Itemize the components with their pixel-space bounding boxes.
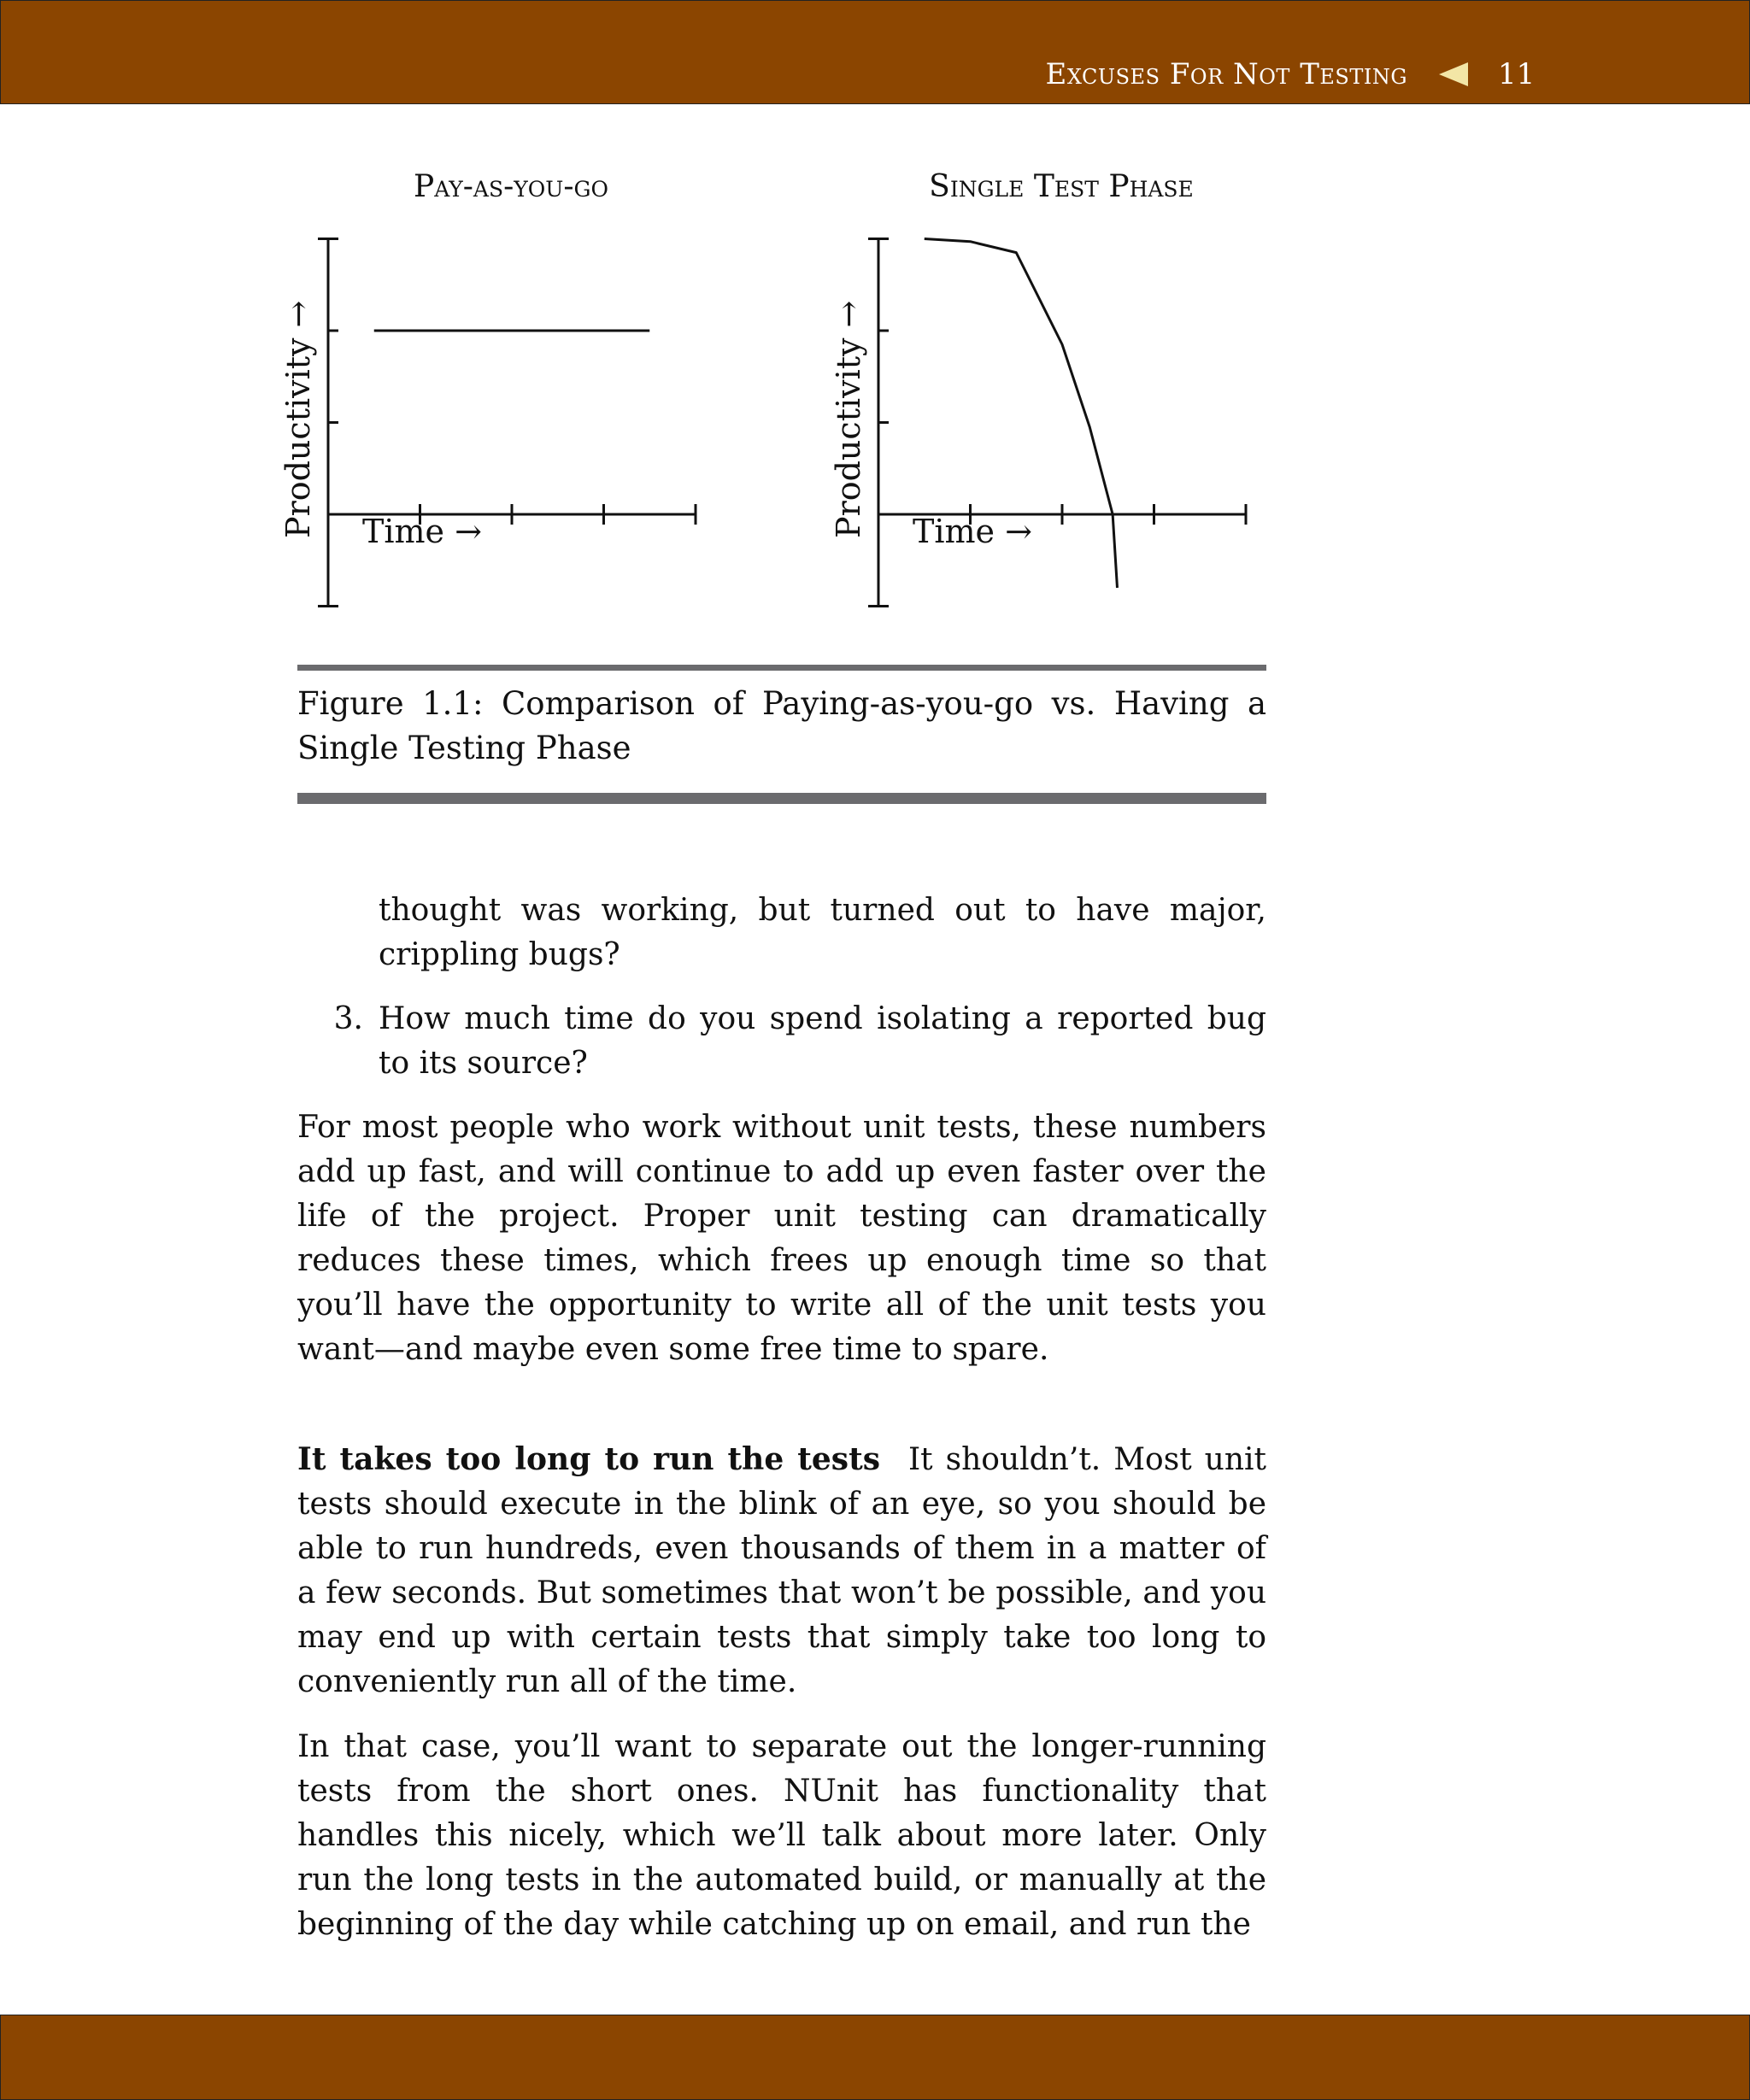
y-axis-label: Productivity → (830, 300, 867, 538)
paragraph (297, 1437, 1266, 1704)
paragraph: For most people who work without unit tests, these numbers add up fast, and will continue to add up even faster over the life of the project. Proper unit testing can dramatically reduces these times, which frees up enough time so that you’ll have the opportunity to write all of the unit tests you want—and maybe even some free time to spare. (297, 1110, 1266, 1367)
paragraph: In that case, you’ll want to separate out the longer-running tests from the short ones. NUnit has functionality that handles this nicely, which we’ll talk about more later. Only run the long tests in the automated build, or manually at the beginning of the day while catching up on email, and run the (297, 1729, 1266, 1942)
figure-caption: Figure 1.1: Comparison of Paying-as-you-go vs. Having a Single Testing Phase (297, 685, 1266, 766)
list-item-number: 3. (333, 1001, 363, 1036)
chart-pay-as-you-go (279, 169, 696, 607)
chart-title: Single Test Phase (929, 169, 1194, 204)
footer-bar (0, 2015, 1750, 2100)
chart-title: Pay-as-you-go (414, 169, 608, 204)
list-item-text: How much time do you spend isolating a reported bug to its source? (379, 1001, 1266, 1081)
paragraph-text: It shouldn’t. Most unit tests should execute in the blink of an eye, so you should be able to run hundreds, even thousands of them in a matter of a few seconds. But sometimes that won’t be possible, and you may end up with certain tests that simply take too long to conveniently run all of the time. (297, 1442, 1266, 1699)
y-axis-label: Productivity → (279, 300, 317, 538)
list-item (297, 997, 1266, 1086)
figure-rule-bottom (297, 793, 1266, 804)
page-number: 11 (1498, 57, 1536, 91)
x-axis-label: Time → (913, 513, 1032, 550)
x-axis-label: Time → (362, 513, 482, 550)
running-header-title: Excuses For Not Testing (1045, 57, 1407, 91)
figure-rule-top (297, 665, 1266, 671)
header-bar (0, 0, 1750, 104)
previous-page-arrow-icon[interactable] (1439, 62, 1468, 86)
run-in-heading: It takes too long to run the tests (297, 1441, 880, 1477)
chart-single-test-phase (830, 169, 1246, 607)
figure-comparison-charts (256, 162, 1282, 641)
list-item-continuation: thought was working, but turned out to have major, crippling bugs? (379, 893, 1266, 972)
